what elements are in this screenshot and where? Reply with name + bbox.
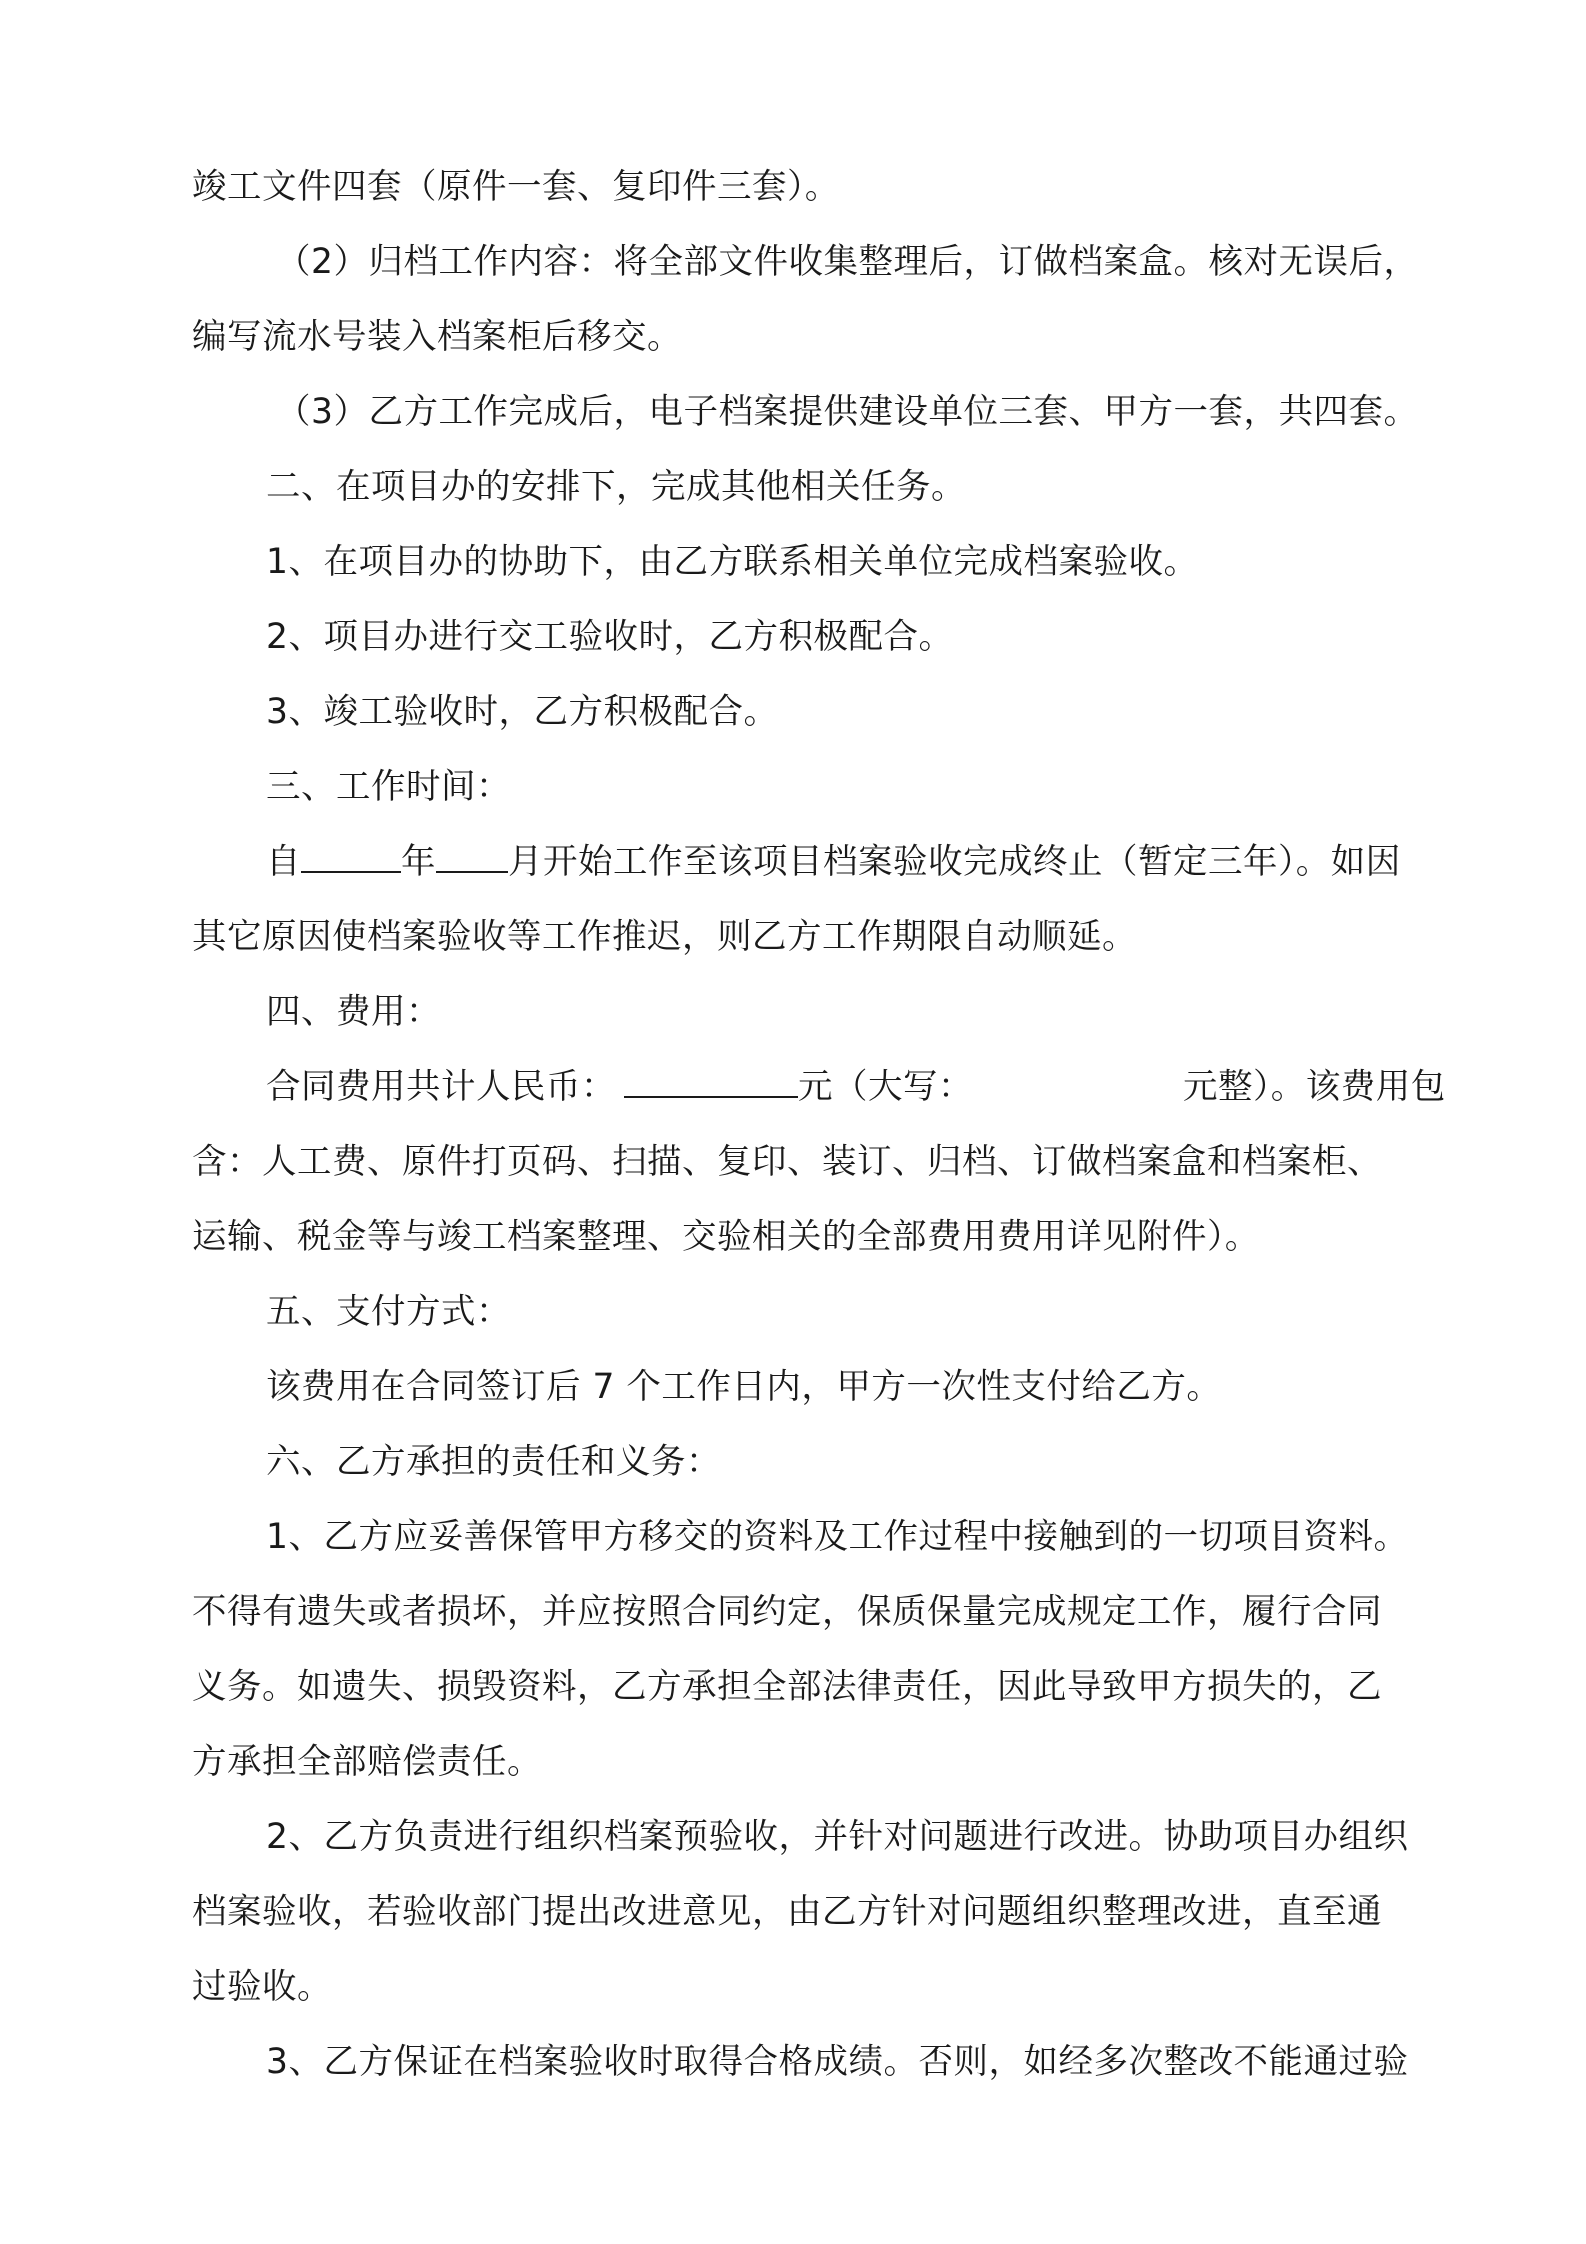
text-line: 竣工文件四套（原件一套、复印件三套）。: [192, 167, 840, 207]
work-time-line: [192, 825, 1484, 900]
fee-text: 元（大写：: [798, 1067, 973, 1107]
text-line: 义务。如遗失、损毁资料，乙方承担全部法律责任，因此导致甲方损失的，乙: [192, 1667, 1382, 1707]
section-heading: 五、支付方式：: [266, 1292, 511, 1332]
text-line: 方承担全部赔偿责任。: [192, 1742, 542, 1782]
text-line: 其它原因使档案验收等工作推迟，则乙方工作期限自动顺延。: [192, 917, 1137, 957]
work-time-text: 年: [401, 842, 436, 882]
text-line: 含：人工费、原件打页码、扫描、复印、装订、归档、订做档案盒和档案柜、: [192, 1142, 1382, 1182]
month-blank: [436, 827, 508, 873]
text-line: 2、乙方负责进行组织档案预验收，并针对问题进行改进。协助项目办组织: [266, 1817, 1409, 1857]
text-line: （2）归档工作内容：将全部文件收集整理后，订做档案盒。核对无误后，: [276, 242, 1419, 282]
text-line: 运输、税金等与竣工档案整理、交验相关的全部费用费用详见附件）。: [192, 1217, 1260, 1257]
text-line: 编写流水号装入档案柜后移交。: [192, 317, 682, 357]
text-line: （3）乙方工作完成后，电子档案提供建设单位三套、甲方一套，共四套。: [276, 392, 1419, 432]
text-line: 过验收。: [192, 1967, 332, 2007]
text-line: 2、项目办进行交工验收时，乙方积极配合。: [266, 617, 954, 657]
text-line: 3、竣工验收时，乙方积极配合。: [266, 692, 779, 732]
text-line: 不得有遗失或者损坏，并应按照合同约定，保质保量完成规定工作，履行合同: [192, 1592, 1382, 1632]
fee-text: 元整）。该费用包: [1183, 1067, 1446, 1107]
fee-line: [192, 1050, 1484, 1125]
year-blank: [301, 827, 401, 873]
section-heading: 六、乙方承担的责任和义务：: [266, 1442, 721, 1482]
text-line: 1、在项目办的协助下，由乙方联系相关单位完成档案验收。: [266, 542, 1199, 582]
text-line: 该费用在合同签订后 7 个工作日内，甲方一次性支付给乙方。: [266, 1367, 1222, 1407]
document-body: [192, 150, 1484, 2100]
section-heading: 三、工作时间：: [266, 767, 511, 807]
text-line: 档案验收，若验收部门提出改进意见，由乙方针对问题组织整理改进，直至通: [192, 1892, 1382, 1932]
section-heading: 二、在项目办的安排下，完成其他相关任务。: [266, 467, 966, 507]
work-time-text: 自: [266, 842, 301, 882]
amount-blank: [624, 1052, 798, 1098]
text-line: 3、乙方保证在档案验收时取得合格成绩。否则，如经多次整改不能通过验: [266, 2042, 1409, 2082]
text-line: 1、乙方应妥善保管甲方移交的资料及工作过程中接触到的一切项目资料。: [266, 1517, 1409, 1557]
section-heading: 四、费用：: [266, 992, 441, 1032]
work-time-text: 月开始工作至该项目档案验收完成终止（暂定三年）。如因: [508, 842, 1401, 882]
fee-text: 合同费用共计人民币：: [266, 1067, 616, 1107]
